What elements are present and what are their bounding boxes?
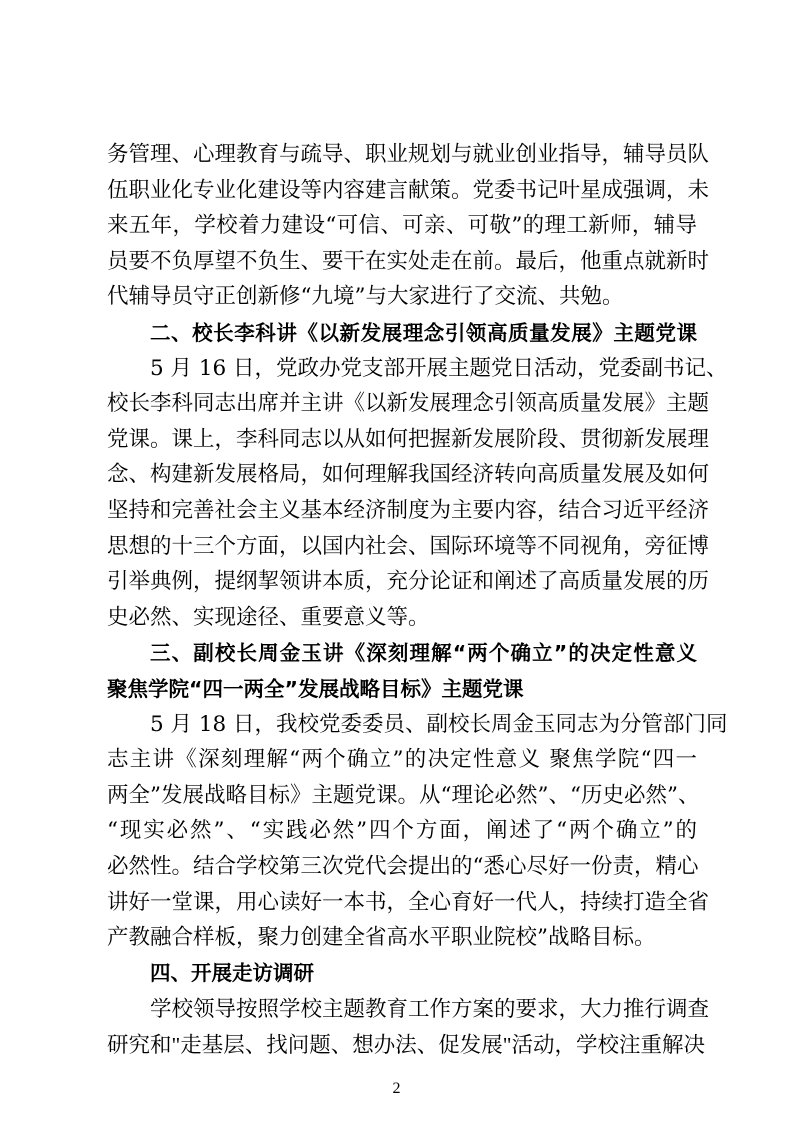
body-text-line: 思想的十三个方面，以国内社会、国际环境等不同视角，旁征博 bbox=[107, 533, 710, 559]
body-text-line: 引举典例，提纲挈领讲本质，充分论证和阐述了高质量发展的历 bbox=[107, 569, 710, 595]
section-heading-4: 四、开展走访调研 bbox=[150, 961, 314, 985]
body-text-line: 两全”发展战略目标》主题党课。从“理论必然”、“历史必然”、 bbox=[107, 782, 700, 808]
body-text-line: 务管理、心理教育与疏导、职业规划与就业创业指导，辅导员队 bbox=[107, 142, 710, 167]
body-text-line: 志主讲《深刻理解“两个确立”的决定性意义 聚焦学院“四一 bbox=[107, 747, 697, 773]
body-text-line: 必然性。结合学校第三次党代会提出的“悉心尽好一份责，精心 bbox=[107, 854, 699, 879]
section-heading-3: 三、副校长周金玉讲《深刻理解“两个确立”的决定性意义 bbox=[150, 641, 697, 666]
body-text-line: 5 月 18 日，我校党委委员、副校长周金玉同志为分管部门同 bbox=[150, 711, 728, 737]
body-text-line: 坚持和完善社会主义基本经济制度为主要内容，结合习近平经济 bbox=[107, 498, 710, 523]
body-text-line: 代辅导员守正创新修“九境”与大家进行了交流、共勉。 bbox=[107, 284, 624, 310]
body-text-line: 5 月 16 日，党政办党支部开展主题党日活动，党委副书记、 bbox=[150, 355, 728, 381]
body-text-line: 党课。课上，李科同志以从如何把握新发展阶段、贯彻新发展理 bbox=[107, 426, 710, 452]
body-text-line: 员要不负厚望不负生、要干在实处走在前。最后，他重点就新时 bbox=[107, 248, 710, 274]
body-text-line: 念、构建新发展格局，如何理解我国经济转向高质量发展及如何 bbox=[107, 462, 710, 488]
body-text-line: 产教融合样板，聚力创建全省高水平职业院校”战略目标。 bbox=[107, 925, 656, 951]
body-text-line: 研究和"走基层、找问题、想办法、促发展"活动，学校注重解决 bbox=[107, 1033, 706, 1057]
body-text-line: “现实必然”、“实践必然”四个方面，阐述了“两个确立”的 bbox=[107, 818, 697, 844]
body-text-line: 来五年，学校着力建设“可信、可亲、可敬”的理工新师，辅导 bbox=[107, 213, 697, 239]
section-heading-2: 二、校长李科讲《以新发展理念引领高质量发展》主题党课 bbox=[150, 321, 697, 345]
body-text-line: 伍职业化专业化建设等内容建言献策。党委书记叶星成强调，未 bbox=[107, 177, 710, 203]
body-text-line: 史必然、实现途径、重要意义等。 bbox=[107, 604, 430, 630]
page-number: 2 bbox=[392, 1080, 401, 1097]
section-heading-3-cont: 聚焦学院“四一两全”发展战略目标》主题党课 bbox=[107, 677, 524, 701]
body-text-line: 讲好一堂课，用心读好一本书，全心育好一代人，持续打造全省 bbox=[107, 889, 710, 915]
body-text-line: 学校领导按照学校主题教育工作方案的要求，大力推行调查 bbox=[150, 997, 710, 1021]
body-text-line: 校长李科同志出席并主讲《以新发展理念引领高质量发展》主题 bbox=[107, 391, 710, 417]
